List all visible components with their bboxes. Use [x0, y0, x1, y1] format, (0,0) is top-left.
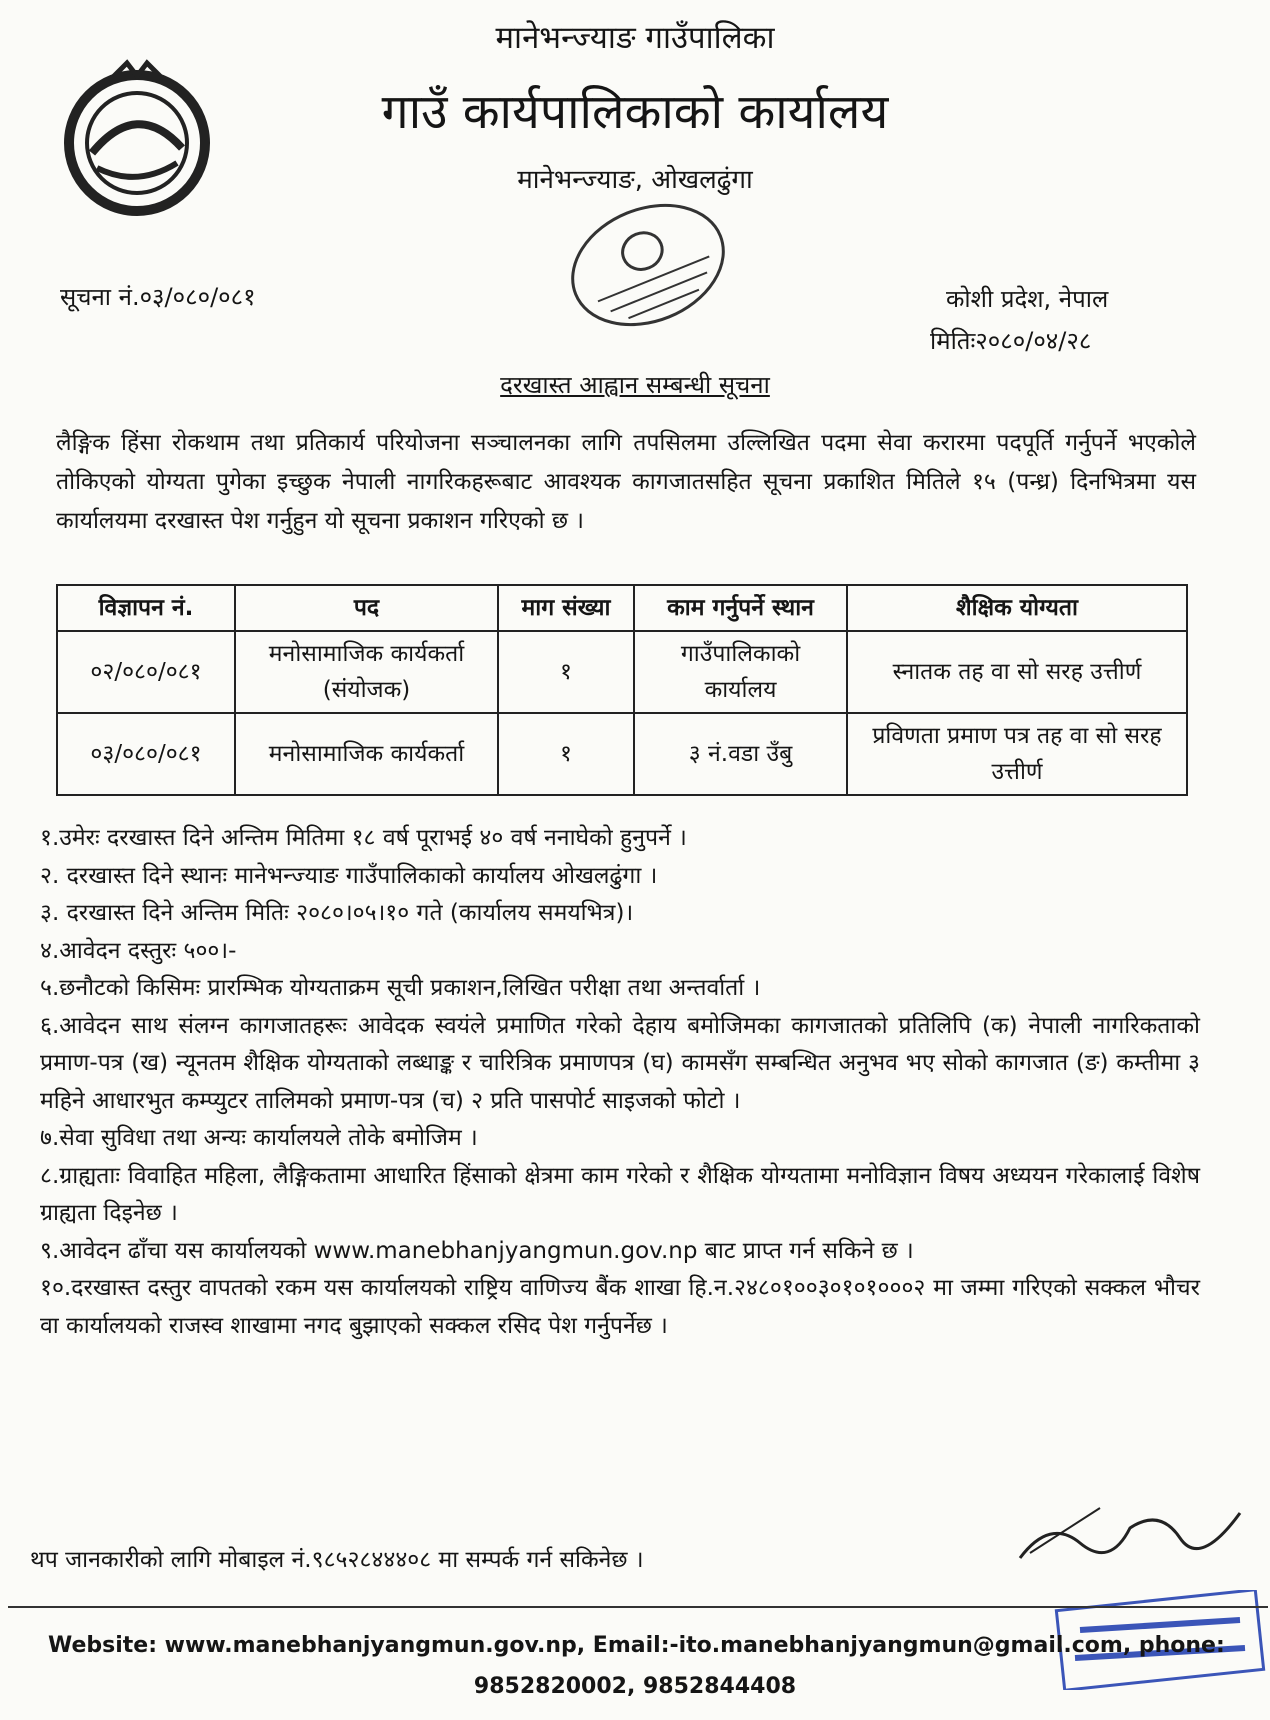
condition-item: १.उमेरः दरखास्त दिने अन्तिम मितिमा १८ वर्ष पूराभई ४० वर्ष ननाघेको हुनुपर्ने ।	[40, 825, 687, 851]
condition-item: ९.आवेदन ढाँचा यस कार्यालयको www.manebhanjyangmun.gov.np बाट प्राप्त गर्न सकिने छ ।	[40, 1237, 914, 1264]
column-header: काम गर्नुपर्ने स्थान	[634, 585, 847, 631]
notice-subject	[0, 368, 1270, 401]
table-cell: गाउँपालिकाको कार्यालय	[634, 631, 847, 713]
column-header: शैक्षिक योग्यता	[847, 585, 1187, 631]
condition-item: २. दरखास्त दिने स्थानः मानेभन्ज्याङ गाउँपालिकाको कार्यालय ओखलढुंगा ।	[40, 862, 658, 889]
conditions-list	[40, 820, 1200, 1345]
province-label: कोशी प्रदेश, नेपाल	[946, 285, 1109, 313]
footer-website-email: Website: www.manebhanjyangmun.gov.np, Email:-ito.manebhanjyangmun@gmail.com, phone:	[48, 1633, 1225, 1658]
condition-item: ३. दरखास्त दिने अन्तिम मितिः २०८०।०५।१० गते (कार्यालय समयभित्र)।	[40, 900, 634, 926]
condition-item: १०.दरखास्त दस्तुर वापतको रकम यस कार्यालयको राष्ट्रिय वाणिज्य बैंक शाखा हि.न.२४८०१००३०१०१०००२ मा जम्मा गरिएको सक्कल भौचर वा कार्यालयको राजस्व शाखामा नगद बुझाएको सक्कल रसिद पेश गर्नुपर्नेछ ।	[40, 1275, 1200, 1339]
condition-item: ६.आवेदन साथ संलग्न कागजातहरूः आवेदक स्वयंले प्रमाणित गरेको देहाय बमोजिमका कागजातको प्रतिलिपि (क) नेपाली नागरिकताको प्रमाण-पत्र (ख) न्यूनतम शैक्षिक योग्यताको लब्धाङ्क र चारित्रिक प्रमाणपत्र (घ) कामसँग सम्बन्धित अनुभव भए सोको कागजात (ङ) कम्तीमा ३ महिने आधारभुत कम्प्युटर तालिमको प्रमाण-पत्र (च) २ प्रति पासपोर्ट साइजको फोटो ।	[40, 1012, 1200, 1114]
footer-phone-numbers: 9852820002, 9852844408	[473, 1674, 797, 1699]
office-address: मानेभन्ज्याङ, ओखलढुंगा	[517, 165, 753, 195]
intro-paragraph: लैङ्गिक हिंसा रोकथाम तथा प्रतिकार्य परियोजना सञ्चालनका लागि तपसिलमा उल्लिखित पदमा सेवा करारमा पदपूर्ति गर्नुपर्ने भएकोले तोकिएको योग्यता पुगेका इच्छुक नेपाली नागरिकहरूबाट आवश्यक कागजातसहित सूचना प्रकाशित मितिले १५ (पन्ध्र) दिनभित्रमा यस कार्यालयमा दरखास्त पेश गर्नुहुन यो सूचना प्रकाशन गरिएको छ ।	[56, 430, 1196, 534]
office-seal-stamp-icon	[548, 190, 748, 340]
condition-item: ५.छनौटको किसिमः प्रारम्भिक योग्यताक्रम सूची प्रकाशन,लिखित परीक्षा तथा अन्तर्वार्ता ।	[40, 975, 761, 1001]
condition-item: ७.सेवा सुविधा तथा अन्यः कार्यालयले तोके बमोजिम ।	[40, 1125, 478, 1151]
table-header-row	[57, 585, 1187, 631]
table-cell: स्नातक तह वा सो सरह उत्तीर्ण	[847, 631, 1187, 713]
handwritten-signature-icon	[1010, 1498, 1250, 1568]
notice-date: मितिः२०८०/०४/२८	[930, 327, 1092, 355]
column-header: पद	[235, 585, 498, 631]
column-header: विज्ञापन नं.	[57, 585, 235, 631]
column-header: माग संख्या	[498, 585, 634, 631]
contact-info: थप जानकारीको लागि मोबाइल नं.९८५२८४४४०८ मा सम्पर्क गर्न सकिनेछ ।	[30, 1547, 644, 1573]
table-cell: मनोसामाजिक कार्यकर्ता	[235, 713, 498, 795]
table-row	[57, 631, 1187, 713]
table-row	[57, 713, 1187, 795]
table-cell: प्रविणता प्रमाण पत्र तह वा सो सरह उत्तीर्ण	[847, 713, 1187, 795]
office-title: गाउँ कार्यपालिकाको कार्यालय	[381, 84, 889, 140]
table-cell: १	[498, 631, 634, 713]
footer-divider	[8, 1606, 1268, 1608]
condition-item: ८.ग्राह्यताः विवाहित महिला, लैङ्गिकतामा आधारित हिंसाको क्षेत्रमा काम गरेको र शैक्षिक योग्यतामा मनोविज्ञान विषय अध्ययन गरेकालाई विशेष ग्राह्यता दिइनेछ ।	[40, 1162, 1200, 1226]
condition-item: ४.आवेदन दस्तुरः ५००।-	[40, 937, 237, 964]
table-cell: ३ नं.वडा उँबु	[634, 713, 847, 795]
table-cell: १	[498, 713, 634, 795]
vacancy-table	[56, 584, 1188, 796]
table-cell: मनोसामाजिक कार्यकर्ता (संयोजक)	[235, 631, 498, 713]
subject-text: दरखास्त आह्वान सम्बन्धी सूचना	[500, 371, 770, 399]
municipality-name: मानेभन्ज्याङ गाउँपालिका	[495, 20, 775, 56]
table-cell: ०२/०८०/०८१	[57, 631, 235, 713]
notice-number: सूचना नं.०३/०८०/०८१	[60, 283, 256, 311]
table-cell: ०३/०८०/०८१	[57, 713, 235, 795]
